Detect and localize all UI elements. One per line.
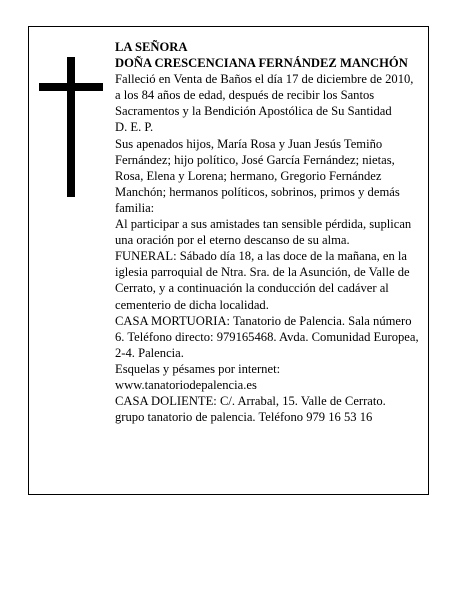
- cross-vertical-bar: [67, 57, 75, 197]
- funeral-info: FUNERAL: Sábado día 18, a las doce de la mañana, en la iglesia parroquial de Ntra. Sra. de la Asunción, de Valle de Cerrato, y a continuación la conducción del cadáver al cementerio de dicha localidad.: [115, 249, 410, 312]
- home-address: CASA DOLIENTE: C/. Arrabal, 15. Valle de Cerrato.: [115, 394, 386, 409]
- prayer-request: Al participar a sus amistades tan sensible pérdida, suplican una oración por el eterno descanso de su alma.: [115, 217, 412, 248]
- mortuary-info: CASA MORTUORIA: Tanatorio de Palencia. Sala número 6. Teléfono directo: 979165468. Avda. Comunidad Europea, 2-4. Palencia.: [115, 313, 419, 360]
- death-notice: Falleció en Venta de Baños el día 17 de diciembre de 2010, a los 84 años de edad, después de recibir los Santos Sacramentos y la Bendición Apostólica de Su Santidad: [115, 72, 414, 119]
- obituary-text: [115, 39, 420, 425]
- provider-info: grupo tanatorio de palencia. Teléfono 979 16 53 16: [115, 410, 373, 425]
- obituary-card: [28, 26, 429, 495]
- cross-horizontal-bar: [39, 83, 103, 91]
- rip-text: D. E. P.: [115, 120, 154, 135]
- deceased-name: DOÑA CRESCENCIANA FERNÁNDEZ MANCHÓN: [115, 56, 408, 71]
- title-line-1: LA SEÑORA: [115, 40, 188, 54]
- family-list: Sus apenados hijos, María Rosa y Juan Jesús Temiño Fernández; hijo político, José García Fernández; nietas, Rosa, Elena y Lorena; hermano, Gregorio Fernández Manchón; hermanos políticos, sobrinos, primos y demás familia:: [115, 136, 400, 215]
- online-label: Esquelas y pésames por internet:: [115, 361, 281, 376]
- online-url: www.tanatoriodepalencia.es: [115, 377, 257, 392]
